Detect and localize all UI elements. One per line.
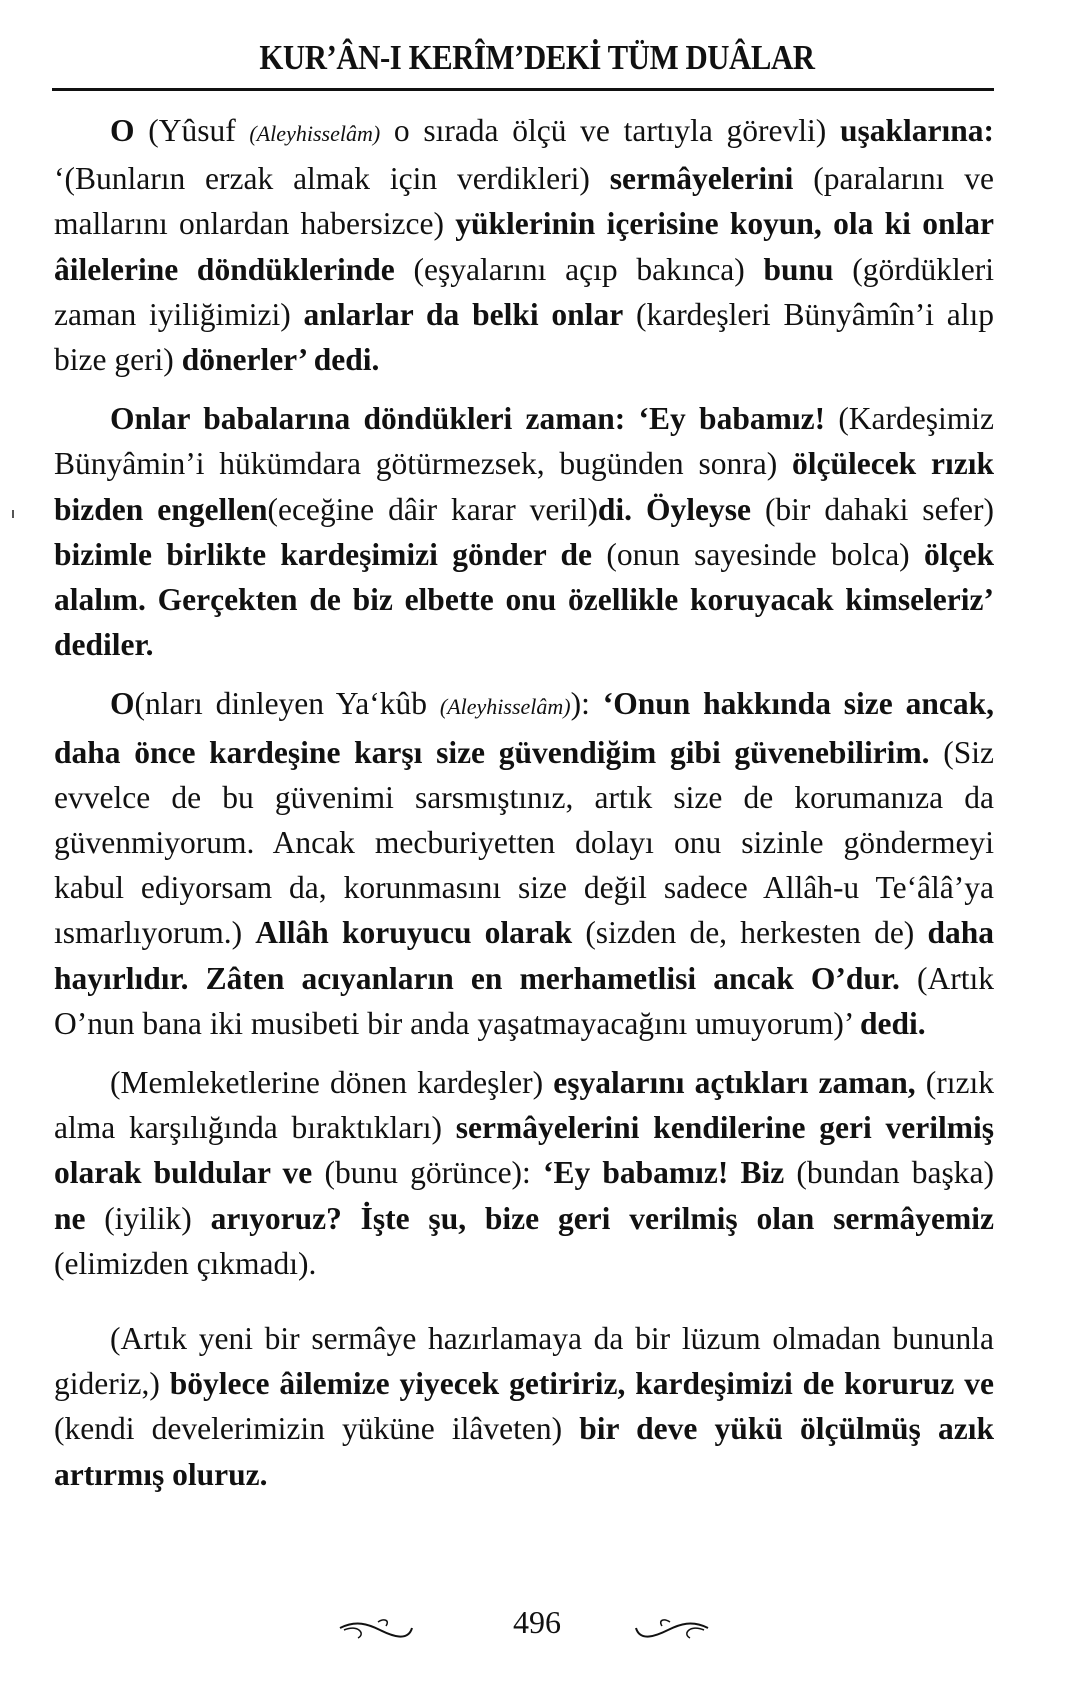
flourish-right-icon bbox=[630, 1614, 710, 1644]
text-segment: ): bbox=[570, 686, 603, 722]
body-text bbox=[54, 108, 994, 1300]
italic-text-segment: (Aleyhisselâm) bbox=[249, 121, 381, 146]
bold-text-segment: ne bbox=[54, 1200, 86, 1236]
paragraph bbox=[54, 396, 994, 667]
bold-text-segment: uşaklarına: bbox=[839, 113, 994, 148]
paragraph bbox=[54, 1316, 994, 1497]
bold-text-segment: dedi. bbox=[859, 1005, 926, 1041]
bold-text-segment: ‘Onun hakkında size ancak, daha önce kardeşine karşı size güvendiğim gibi güvenebilirim. bbox=[54, 686, 994, 770]
bold-text-segment: anlarlar da belki onlar bbox=[303, 296, 624, 332]
text-segment: (eceğine dâir karar veril) bbox=[267, 491, 598, 527]
text-segment: o sırada ölçü ve tartıyla görevli) bbox=[380, 113, 840, 148]
text-segment: (Artık yeni bir sermâye hazırlamaya da bir lüzum olmadan bununla gideriz,) bbox=[54, 1321, 994, 1402]
bold-text-segment: di. Öyleyse bbox=[597, 491, 751, 527]
text-segment: (onun sayesinde bolca) bbox=[592, 536, 925, 572]
bold-text-segment: ‘Ey babamız! Biz bbox=[542, 1155, 785, 1191]
paragraph bbox=[54, 1060, 994, 1286]
bold-text-segment: bunu bbox=[763, 251, 834, 287]
bold-text-segment: Allâh koruyucu olarak bbox=[255, 915, 573, 951]
text-segment: (paralarını ve mallarını onlardan habersizce) bbox=[54, 161, 994, 242]
text-segment: (elimizden çıkmadı). bbox=[54, 1245, 317, 1281]
bold-text-segment: sermâyelerini bbox=[609, 161, 794, 197]
bold-text-segment: ölçülecek rızık bizden engellen bbox=[54, 446, 994, 527]
bold-text-segment: böylece âilemize yiyecek getiririz, kardeşimizi de koruruz ve bbox=[169, 1366, 994, 1402]
text-segment: ‘(Bunların erzak almak için verdikleri) bbox=[54, 161, 610, 197]
bold-text-segment: bizimle birlikte kardeşimizi gönder de bbox=[54, 536, 592, 572]
italic-text-segment: (Aleyhisselâm) bbox=[439, 694, 571, 720]
text-segment: (Yûsuf bbox=[134, 113, 250, 148]
paragraph bbox=[54, 681, 994, 1046]
bold-text-segment: ölçek alalım. Gerçekten de biz elbette onu özellikle koruyacak kimseleriz’ dediler. bbox=[54, 536, 994, 663]
bold-text-segment: dönerler’ dedi. bbox=[181, 342, 380, 378]
last-paragraph-block bbox=[54, 1316, 994, 1497]
text-segment: (eşyalarını açıp bakınca) bbox=[394, 251, 764, 287]
text-segment: (Siz evvelce de bu güvenimi sarsmıştınız, artık size de korumanıza da güvenmiyorum. Ancak mecburiyetten dolayı onu sizinle göndermeyi kabul ediyorsam da, korunmasını size değil sadece Allâh-u Te‘âlâ’ya ısmarlıyorum.) bbox=[54, 734, 994, 951]
text-segment: (sizden de, herkesten de) bbox=[572, 915, 928, 951]
text-segment: (rızık alma karşılığında bıraktıkları) bbox=[54, 1065, 995, 1146]
header-rule bbox=[52, 88, 994, 91]
text-segment: (iyilik) bbox=[85, 1200, 211, 1236]
bold-text-segment: O bbox=[110, 686, 135, 722]
text-segment: (nları dinleyen Ya‘kûb bbox=[134, 686, 440, 722]
bold-text-segment: daha hayırlıdır. Zâten acıyanların en merhametlisi ancak O’dur. bbox=[54, 915, 995, 996]
text-segment: (gördükleri zaman iyiliğimizi) bbox=[54, 251, 995, 332]
bold-text-segment: eşyalarını açtıkları zaman, bbox=[553, 1065, 916, 1101]
bold-text-segment: O bbox=[110, 113, 135, 148]
paragraph bbox=[54, 108, 994, 382]
bold-text-segment: arıyoruz? İşte şu, bize geri verilmiş olan sermâyemiz bbox=[210, 1200, 994, 1236]
margin-speck bbox=[12, 510, 14, 518]
text-segment: (Kardeşimiz Bünyâmin’i hükümdara götürmezsek, bugünden sonra) bbox=[54, 401, 995, 482]
running-header: KUR’ÂN-I KERÎM’DEKİ TÜM DUÂLAR bbox=[259, 38, 815, 77]
text-segment: (Memleketlerine dönen kardeşler) bbox=[110, 1065, 554, 1101]
text-segment: (Artık O’nun bana iki musibeti bir anda yaşatmayacağını umuyorum)’ bbox=[54, 960, 995, 1041]
text-segment: (bunu görünce): bbox=[312, 1155, 543, 1191]
page-footer bbox=[0, 1604, 1074, 1654]
text-segment: (kendi develerimizin yüküne ilâveten) bbox=[54, 1411, 580, 1447]
bold-text-segment: Onlar babalarına döndükleri zaman: ‘Ey babamız! bbox=[110, 401, 826, 437]
page-number: 496 bbox=[513, 1604, 561, 1640]
text-segment: (kardeşleri Bünyâmîn’i alıp bize geri) bbox=[54, 296, 994, 378]
text-segment: (bir dahaki sefer) bbox=[750, 491, 994, 527]
bold-text-segment: yüklerinin içerisine koyun, ola ki onlar âilelerine döndüklerinde bbox=[54, 206, 994, 287]
text-segment: (bundan başka) bbox=[784, 1155, 995, 1191]
bold-text-segment: bir deve yükü ölçülmüş azık artırmış oluruz. bbox=[54, 1411, 994, 1492]
bold-text-segment: sermâyelerini kendilerine geri verilmiş olarak buldular ve bbox=[54, 1110, 994, 1191]
